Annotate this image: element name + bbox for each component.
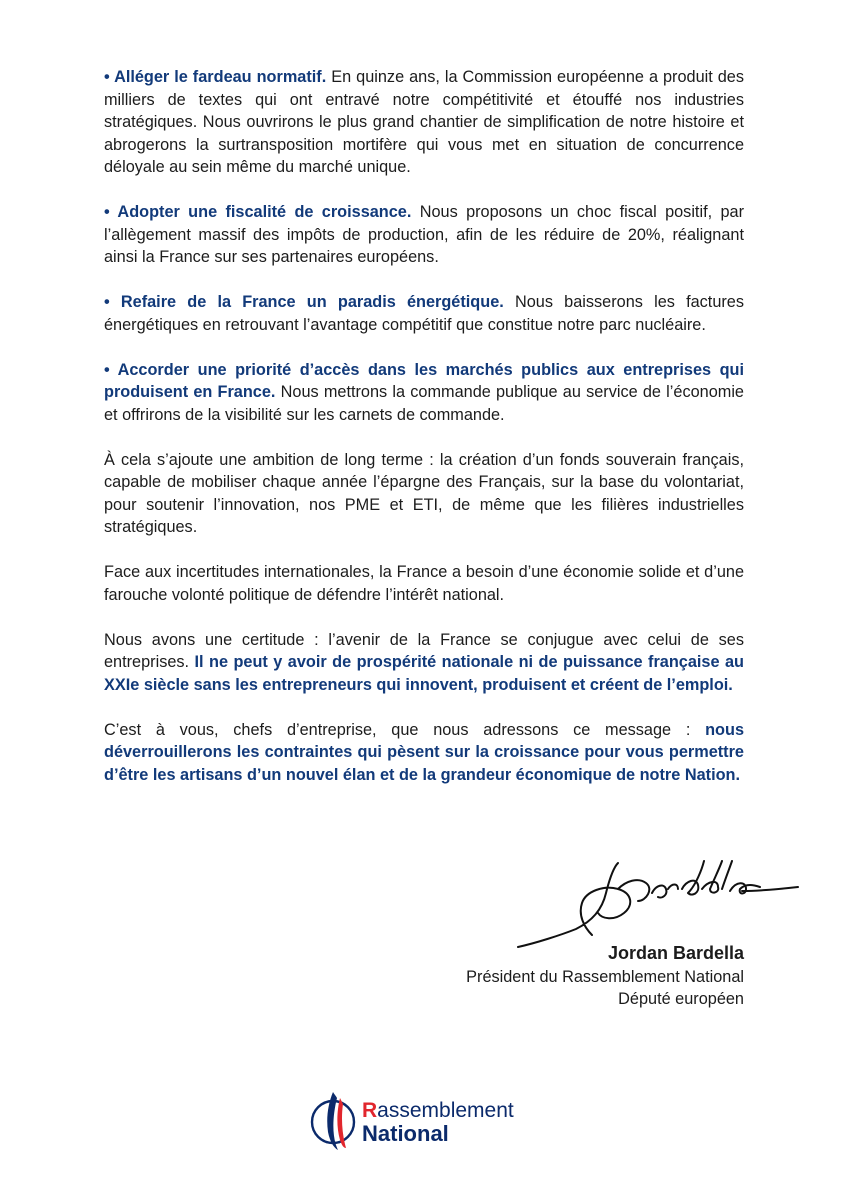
logo-word-rest: assemblement bbox=[377, 1099, 514, 1122]
bullet-lead: • Alléger le fardeau normatif. bbox=[104, 68, 327, 86]
logo-line-2: National bbox=[362, 1121, 449, 1146]
signature-block bbox=[466, 942, 744, 1011]
logo-wordmark bbox=[362, 1099, 514, 1145]
signatory-name: Jordan Bardella bbox=[607, 943, 744, 963]
flame-logo-icon bbox=[310, 1088, 356, 1156]
body-paragraph bbox=[104, 719, 744, 787]
letter-body bbox=[104, 66, 744, 809]
logo-line-1 bbox=[362, 1099, 514, 1122]
bullet-text: Nous baisserons les factures énergétiques en retrouvant l’avantage compétitif que constitue notre parc nucléaire. bbox=[104, 293, 744, 334]
bullet-lead: • Accorder une priorité d’accès dans les marchés publics aux entreprises qui produisent en France. bbox=[104, 360, 744, 401]
bullet-text: Nous mettrons la commande publique au service de l’économie et offrirons de la visibilité sur les carnets de commande. bbox=[104, 383, 744, 424]
bullet-text: En quinze ans, la Commission européenne a produit des milliers de textes qui ont entravé notre compétitivité et étouffé nos industries stratégiques. Nous ouvrirons le plus grand chantier de simplification de notre histoire et abrogerons la surtransposition mortifère qui vous met en situation de concurrence déloyale au sein même du marché unique. bbox=[104, 68, 744, 176]
signatory-title: Président du Rassemblement National bbox=[466, 967, 744, 986]
body-paragraph bbox=[104, 629, 744, 697]
body-paragraph: Face aux incertitudes internationales, la France a besoin d’une économie solide et d’une farouche volonté politique de défendre l’intérêt national. bbox=[104, 563, 744, 604]
bullet-lead: • Refaire de la France un paradis énergétique. bbox=[104, 293, 504, 311]
bullet-paragraph bbox=[104, 359, 744, 427]
bullet-lead: • Adopter une fiscalité de croissance. bbox=[104, 203, 412, 221]
emphasis-text: Il ne peut y avoir de prospérité nationale ni de puissance française au XXIe siècle sans les entrepreneurs qui innovent, produisent et créent de l’emploi. bbox=[104, 653, 744, 694]
bullet-text: Nous proposons un choc fiscal positif, par l’allègement massif des impôts de production, afin de les réduire de 20%, réalignant ainsi la France sur ses partenaires européens. bbox=[104, 203, 744, 266]
handwritten-signature bbox=[506, 855, 806, 955]
paragraph-text: C’est à vous, chefs d’entreprise, que nous adressons ce message : bbox=[104, 720, 706, 739]
bullet-paragraph bbox=[104, 291, 744, 336]
emphasis-text: nous déverrouillerons les contraintes qui pèsent sur la croissance pour vous permettre d’être les artisans d’un nouvel élan et de la grandeur économique de notre Nation. bbox=[104, 720, 744, 784]
paragraph-text: Nous avons une certitude : l’avenir de la France se conjugue avec celui de ses entreprises. bbox=[104, 630, 744, 671]
bullet-paragraph bbox=[104, 66, 744, 179]
bullet-paragraph bbox=[104, 201, 744, 269]
logo-initial: R bbox=[362, 1099, 378, 1122]
body-paragraph: À cela s’ajoute une ambition de long terme : la création d’un fonds souverain français, capable de mobiliser chaque année l’épargne des Français, sur la base du volontariat, pour soutenir l’innovation, nos PME et ETI, de même que les filières industrielles stratégiques. bbox=[104, 450, 744, 536]
party-logo bbox=[310, 1088, 550, 1156]
signatory-title: Député européen bbox=[618, 990, 744, 1008]
